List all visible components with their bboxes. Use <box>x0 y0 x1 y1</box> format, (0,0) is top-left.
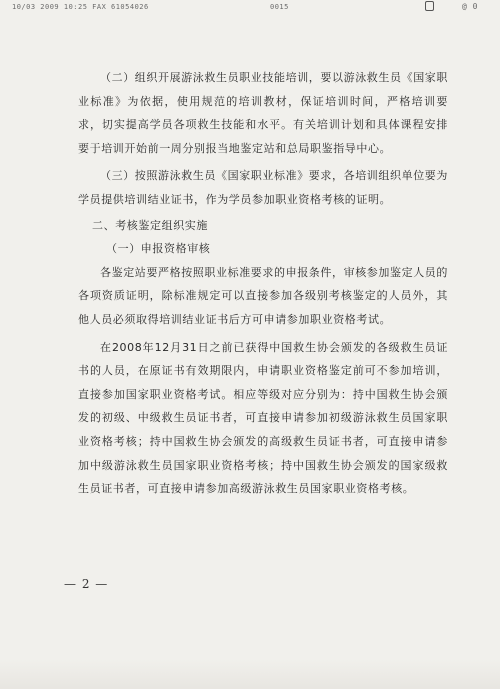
paragraph-certificate: （三）按照游泳救生员《国家职业标准》要求，各培训组织单位要为学员提供培训结业证书，作为学员参加职业资格考核的证明。 <box>78 169 448 206</box>
fax-phone-icon <box>425 1 434 11</box>
paragraph-training: （二）组织开展游泳救生员职业技能培训，要以游泳救生员《国家职业标准》为依据，使用规范的培训教材，保证培训时间，严格培训要求，切实提高学员各项救生技能和水平。有关培训计划和具体课程安排要于培训开始前一周分别报当地鉴定站和总局职鉴指导中心。 <box>78 71 448 155</box>
fax-page-mark: @ 0 <box>462 2 478 11</box>
paragraph-transition-rules: 在2008年12月31日之前已获得中国救生协会颁发的各级救生员证书的人员，在原证书有效期限内，申请职业资格鉴定前可不参加培训，直接参加国家职业资格考试。相应等级对应分别为：持中国救生协会颁发的初级、中级救生员证书者，可直接申请参加初级游泳救生员国家职业资格考核；持中国救生协会颁发的高级救生员证书者，可直接申请参加中级游泳救生员国家职业资格考核；持中国救生协会颁发的国家级救生员证书者，可直接申请参加高级游泳救生员国家职业资格考核。 <box>78 340 448 496</box>
subsection-heading: （一）申报资格审核 <box>106 242 211 256</box>
fax-page-code: 0015 <box>270 3 289 11</box>
paragraph-qualification-review: 各鉴定站要严格按照职业标准要求的申报条件，审核参加鉴定人员的各项资质证明，除标准规定可以直接参加各级别考核鉴定的人员外，其他人员必须取得培训结业证书后方可申请参加职业资格考试。 <box>78 265 448 326</box>
fax-header <box>12 1 488 15</box>
page-number: — 2 — <box>64 577 109 591</box>
fax-datetime: 10/03 2009 10:25 FAX 61054026 <box>12 3 149 11</box>
document-body <box>78 66 448 501</box>
scan-shadow <box>0 659 500 689</box>
section-heading: 二、考核鉴定组织实施 <box>92 218 208 232</box>
